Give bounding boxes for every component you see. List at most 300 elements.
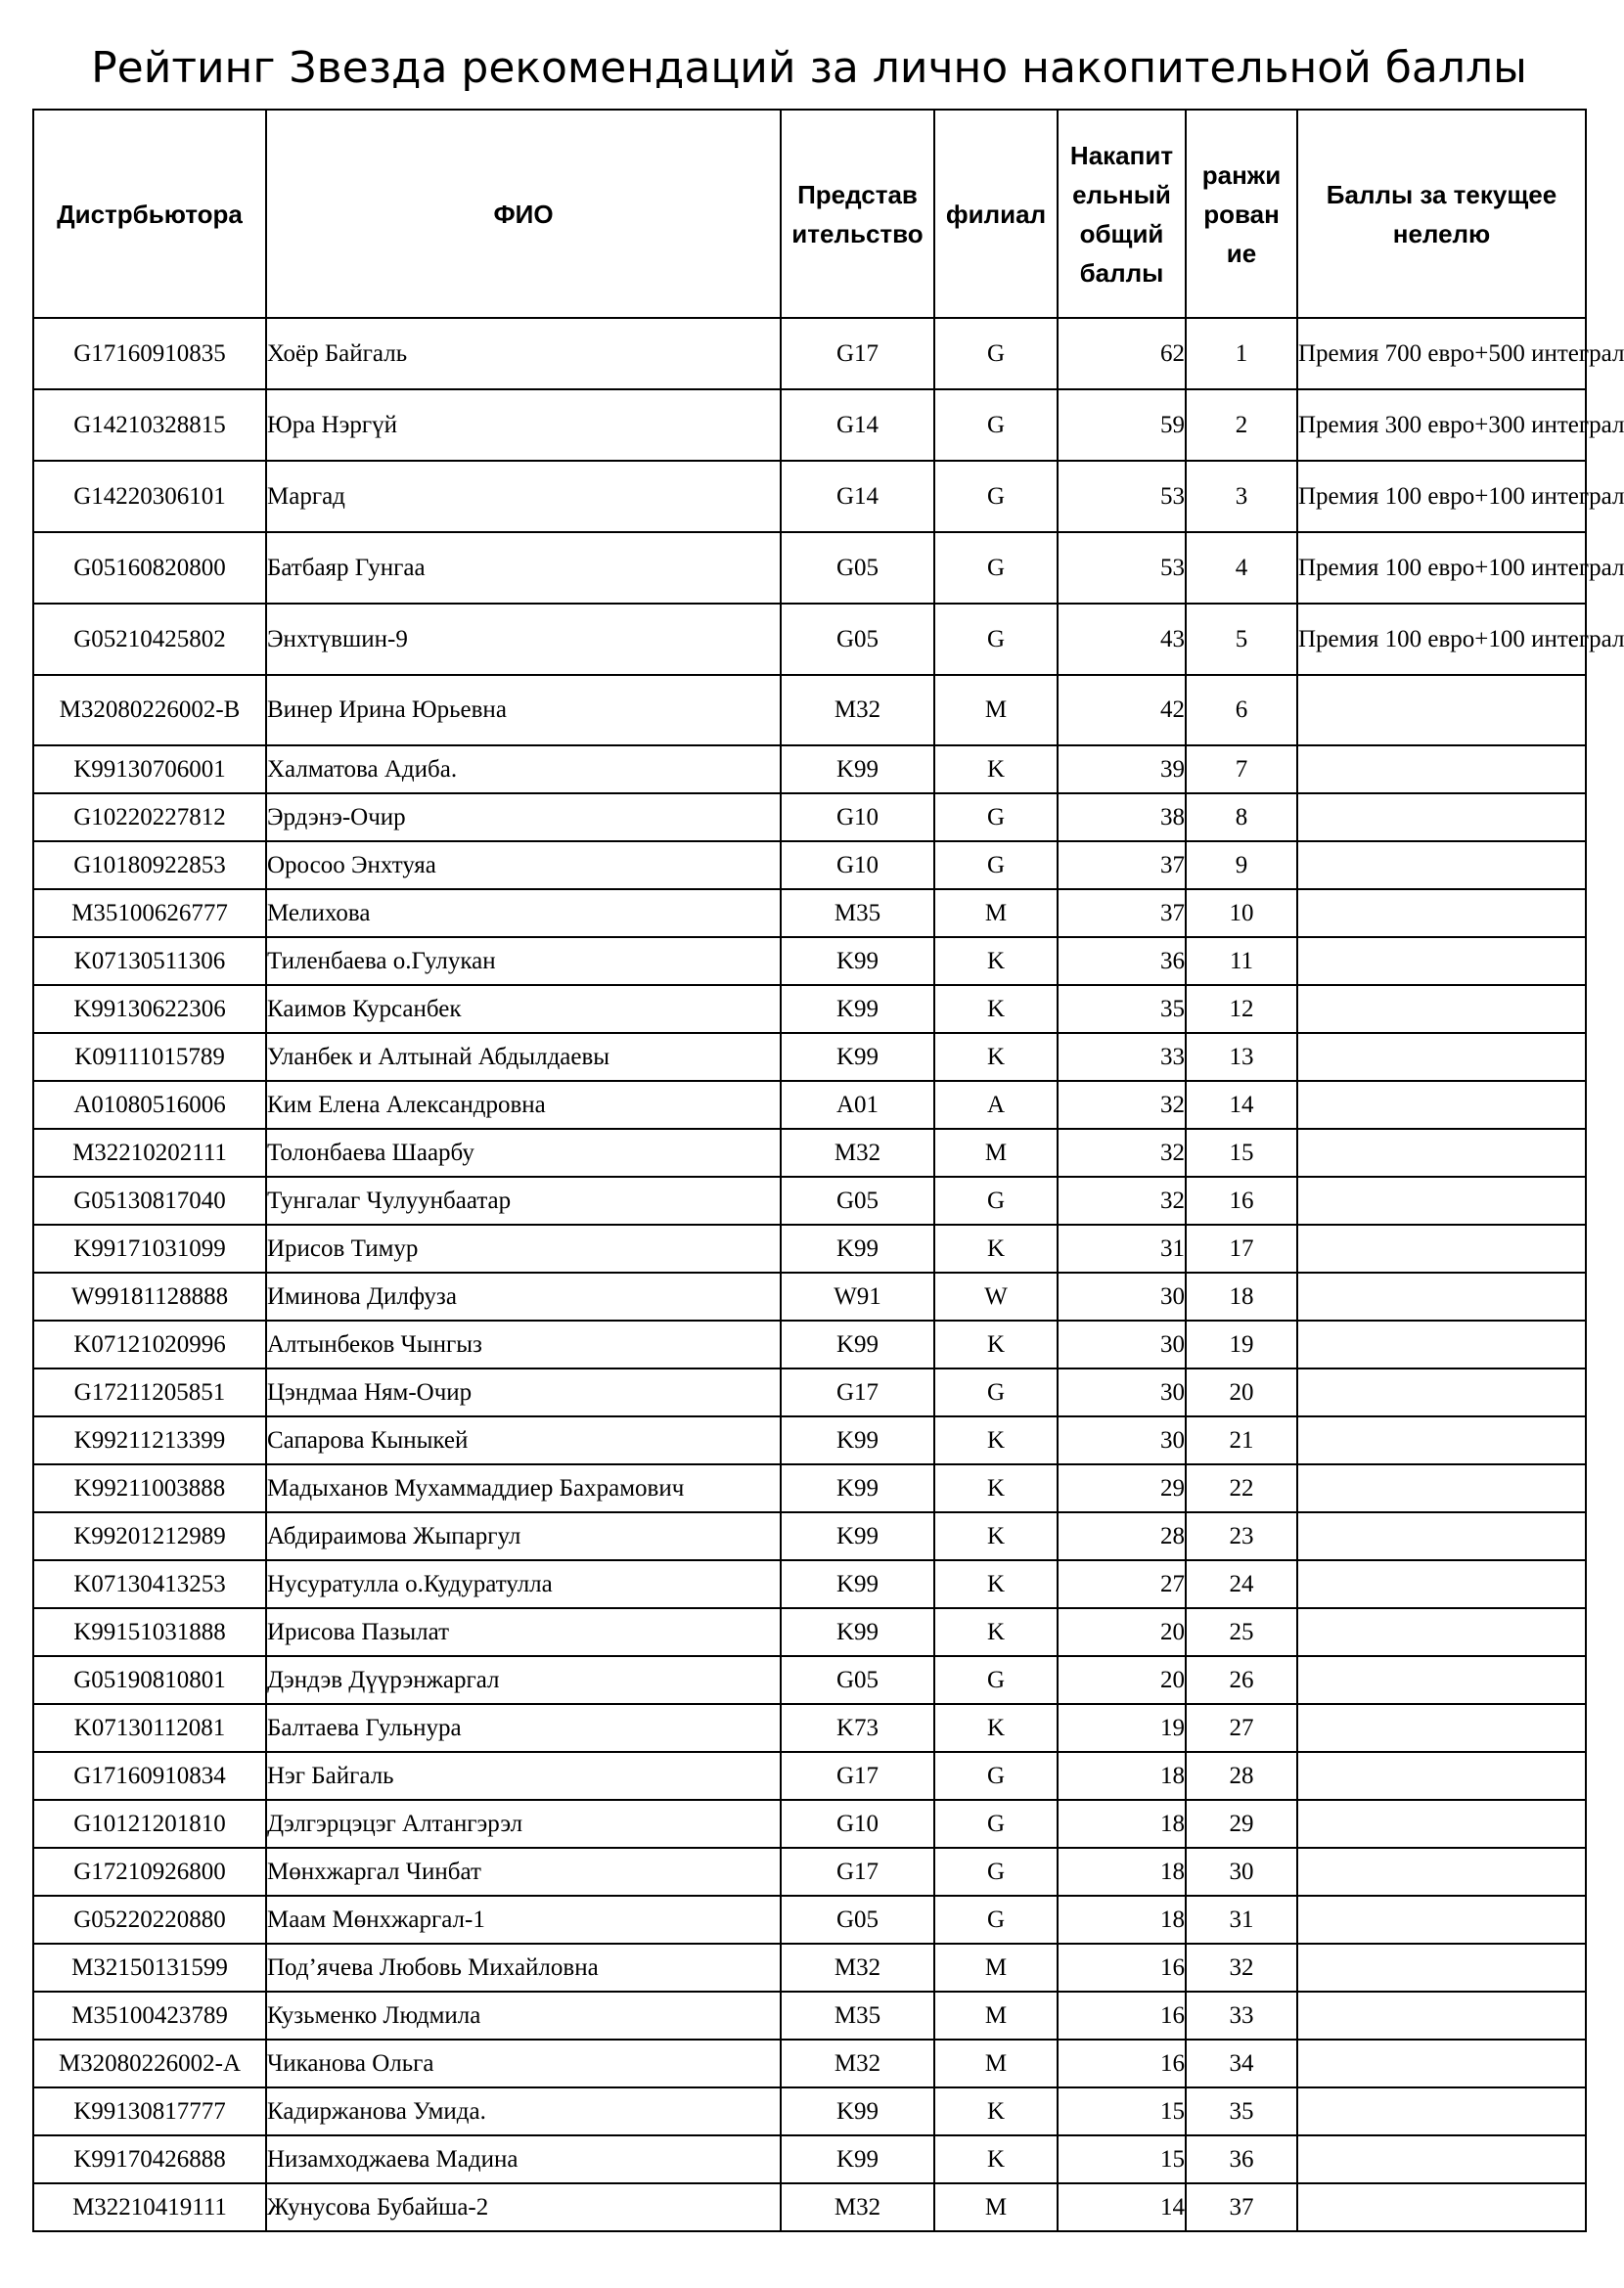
distributor-id-cell: M32210202111 [33, 1129, 266, 1177]
points-cell: 53 [1058, 532, 1186, 604]
points-cell: 19 [1058, 1704, 1186, 1752]
bonus-cell: Премия 100 евро+100 интеграл [1297, 532, 1586, 604]
points-cell: 28 [1058, 1512, 1186, 1560]
table-row [33, 2040, 1586, 2087]
distributor-id-cell: G17210926800 [33, 1848, 266, 1896]
table-row [33, 2087, 1586, 2135]
points-cell: 38 [1058, 793, 1186, 841]
name-cell: Низамходжаева Мадина [266, 2135, 781, 2183]
header-representation: Представ ительство [781, 110, 934, 318]
name-cell: Ким Елена Александровна [266, 1081, 781, 1129]
table-row [33, 1225, 1586, 1273]
table-row [33, 985, 1586, 1033]
branch-cell: M [934, 889, 1058, 937]
points-cell: 27 [1058, 1560, 1186, 1608]
name-cell: Нэг Байгаль [266, 1752, 781, 1800]
points-cell: 18 [1058, 1752, 1186, 1800]
rating-table [32, 109, 1624, 2232]
name-cell: Каимов Курсанбек [266, 985, 781, 1033]
name-cell: Иминова Дилфуза [266, 1273, 781, 1321]
rank-cell: 29 [1186, 1800, 1297, 1848]
table-row [33, 841, 1586, 889]
bonus-cell [1297, 1704, 1586, 1752]
name-cell: Мелихова [266, 889, 781, 937]
points-cell: 32 [1058, 1081, 1186, 1129]
name-cell: Маргад [266, 461, 781, 532]
branch-cell: M [934, 2183, 1058, 2231]
points-cell: 37 [1058, 841, 1186, 889]
points-cell: 15 [1058, 2087, 1186, 2135]
bonus-cell [1297, 2135, 1586, 2183]
points-cell: 18 [1058, 1896, 1186, 1944]
distributor-id-cell: M32210419111 [33, 2183, 266, 2231]
name-cell: Нусуратулла о.Кудуратулла [266, 1560, 781, 1608]
representation-cell: G14 [781, 461, 934, 532]
table-row [33, 1944, 1586, 1992]
bonus-cell [1297, 1368, 1586, 1416]
name-cell: Оросоо Энхтуяа [266, 841, 781, 889]
distributor-id-cell: G17160910835 [33, 318, 266, 389]
branch-cell: M [934, 675, 1058, 745]
representation-cell: K99 [781, 1225, 934, 1273]
branch-cell: G [934, 604, 1058, 675]
name-cell: Кузьменко Людмила [266, 1992, 781, 2040]
representation-cell: M35 [781, 889, 934, 937]
rank-cell: 25 [1186, 1608, 1297, 1656]
bonus-cell [1297, 1273, 1586, 1321]
representation-cell: K99 [781, 1512, 934, 1560]
rank-cell: 36 [1186, 2135, 1297, 2183]
name-cell: Ирисов Тимур [266, 1225, 781, 1273]
representation-cell: G10 [781, 1800, 934, 1848]
name-cell: Винер Ирина Юрьевна [266, 675, 781, 745]
table-row [33, 1129, 1586, 1177]
table-row [33, 1273, 1586, 1321]
distributor-id-cell: G10121201810 [33, 1800, 266, 1848]
points-cell: 32 [1058, 1129, 1186, 1177]
points-cell: 14 [1058, 2183, 1186, 2231]
distributor-id-cell: W99181128888 [33, 1273, 266, 1321]
points-cell: 59 [1058, 389, 1186, 461]
distributor-id-cell: K99201212989 [33, 1512, 266, 1560]
branch-cell: K [934, 1225, 1058, 1273]
representation-cell: G14 [781, 389, 934, 461]
bonus-cell [1297, 1656, 1586, 1704]
header-rank: ранжи рован ие [1186, 110, 1297, 318]
table-row [33, 745, 1586, 793]
name-cell: Кадиржанова Умида. [266, 2087, 781, 2135]
rank-cell: 1 [1186, 318, 1297, 389]
representation-cell: G05 [781, 1177, 934, 1225]
rank-cell: 9 [1186, 841, 1297, 889]
points-cell: 30 [1058, 1273, 1186, 1321]
branch-cell: K [934, 1512, 1058, 1560]
representation-cell: G17 [781, 1752, 934, 1800]
points-cell: 33 [1058, 1033, 1186, 1081]
distributor-id-cell: M32080226002-B [33, 675, 266, 745]
branch-cell: G [934, 1848, 1058, 1896]
rank-cell: 10 [1186, 889, 1297, 937]
branch-cell: M [934, 1944, 1058, 1992]
distributor-id-cell: A01080516006 [33, 1081, 266, 1129]
name-cell: Маам Мөнхжаргал-1 [266, 1896, 781, 1944]
points-cell: 18 [1058, 1848, 1186, 1896]
table-row [33, 1752, 1586, 1800]
bonus-cell [1297, 1416, 1586, 1464]
bonus-cell [1297, 985, 1586, 1033]
points-cell: 31 [1058, 1225, 1186, 1273]
bonus-cell [1297, 675, 1586, 745]
distributor-id-cell: K07130511306 [33, 937, 266, 985]
distributor-id-cell: G14220306101 [33, 461, 266, 532]
bonus-cell [1297, 745, 1586, 793]
points-cell: 43 [1058, 604, 1186, 675]
table-row [33, 1800, 1586, 1848]
rank-cell: 13 [1186, 1033, 1297, 1081]
branch-cell: K [934, 1560, 1058, 1608]
branch-cell: K [934, 1704, 1058, 1752]
header-distributor: Дистрбьютора [33, 110, 266, 318]
table-row [33, 1992, 1586, 2040]
rank-cell: 17 [1186, 1225, 1297, 1273]
name-cell: Дэндэв Дүүрэнжаргал [266, 1656, 781, 1704]
branch-cell: G [934, 1752, 1058, 1800]
bonus-cell [1297, 1944, 1586, 1992]
name-cell: Под’ячева Любовь Михайловна [266, 1944, 781, 1992]
rank-cell: 21 [1186, 1416, 1297, 1464]
rank-cell: 3 [1186, 461, 1297, 532]
representation-cell: G05 [781, 604, 934, 675]
branch-cell: G [934, 1800, 1058, 1848]
bonus-cell [1297, 2183, 1586, 2231]
rank-cell: 11 [1186, 937, 1297, 985]
branch-cell: G [934, 1368, 1058, 1416]
points-cell: 30 [1058, 1416, 1186, 1464]
bonus-cell [1297, 1081, 1586, 1129]
rank-cell: 5 [1186, 604, 1297, 675]
rank-cell: 28 [1186, 1752, 1297, 1800]
name-cell: Эрдэнэ-Очир [266, 793, 781, 841]
representation-cell: K99 [781, 1464, 934, 1512]
points-cell: 30 [1058, 1368, 1186, 1416]
distributor-id-cell: G05190810801 [33, 1656, 266, 1704]
points-cell: 29 [1058, 1464, 1186, 1512]
points-cell: 30 [1058, 1321, 1186, 1368]
distributor-id-cell: K07130112081 [33, 1704, 266, 1752]
table-row [33, 889, 1586, 937]
branch-cell: G [934, 841, 1058, 889]
representation-cell: K99 [781, 2087, 934, 2135]
table-row [33, 1033, 1586, 1081]
table-row [33, 1512, 1586, 1560]
representation-cell: K99 [781, 2135, 934, 2183]
header-name: ФИО [266, 110, 781, 318]
name-cell: Ирисова Пазылат [266, 1608, 781, 1656]
bonus-cell [1297, 1464, 1586, 1512]
table-row [33, 1608, 1586, 1656]
bonus-cell [1297, 937, 1586, 985]
name-cell: Алтынбеков Чынгыз [266, 1321, 781, 1368]
representation-cell: K99 [781, 1416, 934, 1464]
name-cell: Абдираимова Жыпаргул [266, 1512, 781, 1560]
branch-cell: K [934, 2087, 1058, 2135]
distributor-id-cell: K07130413253 [33, 1560, 266, 1608]
name-cell: Сапарова Кыныкей [266, 1416, 781, 1464]
rank-cell: 34 [1186, 2040, 1297, 2087]
bonus-cell [1297, 1512, 1586, 1560]
representation-cell: K99 [781, 1033, 934, 1081]
bonus-cell [1297, 1129, 1586, 1177]
representation-cell: M32 [781, 1944, 934, 1992]
rank-cell: 22 [1186, 1464, 1297, 1512]
distributor-id-cell: K99170426888 [33, 2135, 266, 2183]
representation-cell: G10 [781, 841, 934, 889]
representation-cell: G10 [781, 793, 934, 841]
name-cell: Мадыханов Мухаммаддиер Бахрамович [266, 1464, 781, 1512]
representation-cell: K99 [781, 745, 934, 793]
table-row [33, 1368, 1586, 1416]
name-cell: Юра Нэргүй [266, 389, 781, 461]
representation-cell: G05 [781, 1656, 934, 1704]
bonus-cell: Премия 100 евро+100 интеграл [1297, 604, 1586, 675]
representation-cell: G05 [781, 1896, 934, 1944]
bonus-cell [1297, 1848, 1586, 1896]
bonus-cell [1297, 1033, 1586, 1081]
table-row [33, 461, 1586, 532]
points-cell: 15 [1058, 2135, 1186, 2183]
representation-cell: K99 [781, 937, 934, 985]
bonus-cell [1297, 841, 1586, 889]
table-row [33, 675, 1586, 745]
representation-cell: K99 [781, 985, 934, 1033]
rank-cell: 32 [1186, 1944, 1297, 1992]
table-body [33, 318, 1624, 2231]
branch-cell: G [934, 793, 1058, 841]
name-cell: Мөнхжаргал Чинбат [266, 1848, 781, 1896]
bonus-cell [1297, 793, 1586, 841]
name-cell: Чиканова Ольга [266, 2040, 781, 2087]
bonus-cell [1297, 1992, 1586, 2040]
bonus-cell: Премия 300 евро+300 интеграл [1297, 389, 1586, 461]
name-cell: Толонбаева Шаарбу [266, 1129, 781, 1177]
name-cell: Батбаяр Гунгаа [266, 532, 781, 604]
points-cell: 16 [1058, 1944, 1186, 1992]
branch-cell: G [934, 318, 1058, 389]
points-cell: 42 [1058, 675, 1186, 745]
rank-cell: 26 [1186, 1656, 1297, 1704]
branch-cell: G [934, 1896, 1058, 1944]
points-cell: 53 [1058, 461, 1186, 532]
distributor-id-cell: K99211003888 [33, 1464, 266, 1512]
points-cell: 62 [1058, 318, 1186, 389]
rank-cell: 4 [1186, 532, 1297, 604]
bonus-cell [1297, 2087, 1586, 2135]
header-bonus: Баллы за текущее нелелю [1297, 110, 1586, 318]
bonus-cell [1297, 2040, 1586, 2087]
distributor-id-cell: K09111015789 [33, 1033, 266, 1081]
bonus-cell: Премия 700 евро+500 интеграл [1297, 318, 1586, 389]
distributor-id-cell: K99130622306 [33, 985, 266, 1033]
rank-cell: 19 [1186, 1321, 1297, 1368]
representation-cell: K99 [781, 1321, 934, 1368]
bonus-cell [1297, 1560, 1586, 1608]
branch-cell: K [934, 985, 1058, 1033]
rank-cell: 7 [1186, 745, 1297, 793]
bonus-cell [1297, 1800, 1586, 1848]
name-cell: Уланбек и Алтынай Абдылдаевы [266, 1033, 781, 1081]
table-row [33, 793, 1586, 841]
points-cell: 18 [1058, 1800, 1186, 1848]
distributor-id-cell: K99151031888 [33, 1608, 266, 1656]
table-row [33, 2135, 1586, 2183]
representation-cell: M32 [781, 2040, 934, 2087]
table-row [33, 389, 1586, 461]
bonus-cell: Премия 100 евро+100 интеграл [1297, 461, 1586, 532]
representation-cell: K73 [781, 1704, 934, 1752]
branch-cell: W [934, 1273, 1058, 1321]
name-cell: Жунусова Бубайша-2 [266, 2183, 781, 2231]
bonus-cell [1297, 1608, 1586, 1656]
rank-cell: 30 [1186, 1848, 1297, 1896]
bonus-cell [1297, 1896, 1586, 1944]
branch-cell: K [934, 937, 1058, 985]
representation-cell: W91 [781, 1273, 934, 1321]
rank-cell: 14 [1186, 1081, 1297, 1129]
table-row [33, 1896, 1586, 1944]
rank-cell: 37 [1186, 2183, 1297, 2231]
points-cell: 16 [1058, 2040, 1186, 2087]
table-row [33, 1560, 1586, 1608]
bonus-cell [1297, 1752, 1586, 1800]
name-cell: Тунгалаг Чулуунбаатар [266, 1177, 781, 1225]
name-cell: Халматова Адиба. [266, 745, 781, 793]
header-points: Накапит ельный общий баллы [1058, 110, 1186, 318]
points-cell: 39 [1058, 745, 1186, 793]
distributor-id-cell: M35100423789 [33, 1992, 266, 2040]
branch-cell: G [934, 1656, 1058, 1704]
rank-cell: 31 [1186, 1896, 1297, 1944]
rank-cell: 16 [1186, 1177, 1297, 1225]
bonus-cell [1297, 1321, 1586, 1368]
representation-cell: M32 [781, 1129, 934, 1177]
bonus-cell [1297, 889, 1586, 937]
distributor-id-cell: G17211205851 [33, 1368, 266, 1416]
rank-cell: 20 [1186, 1368, 1297, 1416]
points-cell: 20 [1058, 1656, 1186, 1704]
name-cell: Энхтүвшин-9 [266, 604, 781, 675]
rank-cell: 23 [1186, 1512, 1297, 1560]
distributor-id-cell: G05130817040 [33, 1177, 266, 1225]
rank-cell: 18 [1186, 1273, 1297, 1321]
branch-cell: A [934, 1081, 1058, 1129]
branch-cell: G [934, 532, 1058, 604]
header-branch: филиал [934, 110, 1058, 318]
representation-cell: M35 [781, 1992, 934, 2040]
distributor-id-cell: G10180922853 [33, 841, 266, 889]
rank-cell: 33 [1186, 1992, 1297, 2040]
distributor-id-cell: M35100626777 [33, 889, 266, 937]
distributor-id-cell: G17160910834 [33, 1752, 266, 1800]
branch-cell: G [934, 461, 1058, 532]
representation-cell: A01 [781, 1081, 934, 1129]
name-cell: Цэндмаа Ням-Очир [266, 1368, 781, 1416]
branch-cell: G [934, 1177, 1058, 1225]
table-row [33, 532, 1586, 604]
table-row [33, 1416, 1586, 1464]
bonus-cell [1297, 1225, 1586, 1273]
rank-cell: 8 [1186, 793, 1297, 841]
name-cell: Хоёр Байгаль [266, 318, 781, 389]
table-row [33, 1848, 1586, 1896]
table-row [33, 1704, 1586, 1752]
table-row [33, 1656, 1586, 1704]
name-cell: Балтаева Гульнура [266, 1704, 781, 1752]
points-cell: 37 [1058, 889, 1186, 937]
table-row [33, 1321, 1586, 1368]
rank-cell: 6 [1186, 675, 1297, 745]
rank-cell: 35 [1186, 2087, 1297, 2135]
branch-cell: K [934, 1608, 1058, 1656]
points-cell: 20 [1058, 1608, 1186, 1656]
table-row [33, 1464, 1586, 1512]
distributor-id-cell: G10220227812 [33, 793, 266, 841]
bonus-cell [1297, 1177, 1586, 1225]
representation-cell: G17 [781, 318, 934, 389]
branch-cell: K [934, 1416, 1058, 1464]
branch-cell: M [934, 1129, 1058, 1177]
distributor-id-cell: G05220220880 [33, 1896, 266, 1944]
distributor-id-cell: M32080226002-A [33, 2040, 266, 2087]
branch-cell: M [934, 2040, 1058, 2087]
distributor-id-cell: K99211213399 [33, 1416, 266, 1464]
name-cell: Тиленбаева о.Гулукан [266, 937, 781, 985]
branch-cell: K [934, 1033, 1058, 1081]
rank-cell: 27 [1186, 1704, 1297, 1752]
distributor-id-cell: G14210328815 [33, 389, 266, 461]
branch-cell: G [934, 389, 1058, 461]
distributor-id-cell: M32150131599 [33, 1944, 266, 1992]
branch-cell: K [934, 1321, 1058, 1368]
representation-cell: K99 [781, 1560, 934, 1608]
distributor-id-cell: G05210425802 [33, 604, 266, 675]
points-cell: 35 [1058, 985, 1186, 1033]
branch-cell: M [934, 1992, 1058, 2040]
distributor-id-cell: G05160820800 [33, 532, 266, 604]
header-row [33, 110, 1586, 318]
branch-cell: K [934, 1464, 1058, 1512]
representation-cell: G17 [781, 1848, 934, 1896]
rank-cell: 15 [1186, 1129, 1297, 1177]
table-row [33, 2183, 1586, 2231]
distributor-id-cell: K07121020996 [33, 1321, 266, 1368]
rank-cell: 12 [1186, 985, 1297, 1033]
points-cell: 36 [1058, 937, 1186, 985]
points-cell: 32 [1058, 1177, 1186, 1225]
points-cell: 16 [1058, 1992, 1186, 2040]
name-cell: Дэлгэрцэцэг Алтангэрэл [266, 1800, 781, 1848]
table-row [33, 604, 1586, 675]
distributor-id-cell: K99130706001 [33, 745, 266, 793]
table-row [33, 1177, 1586, 1225]
table-row [33, 937, 1586, 985]
table-row [33, 1081, 1586, 1129]
branch-cell: K [934, 745, 1058, 793]
representation-cell: G17 [781, 1368, 934, 1416]
representation-cell: K99 [781, 1608, 934, 1656]
representation-cell: G05 [781, 532, 934, 604]
page-title: Рейтинг Звезда рекомендаций за лично накопительной баллы [91, 43, 1527, 93]
rank-cell: 2 [1186, 389, 1297, 461]
